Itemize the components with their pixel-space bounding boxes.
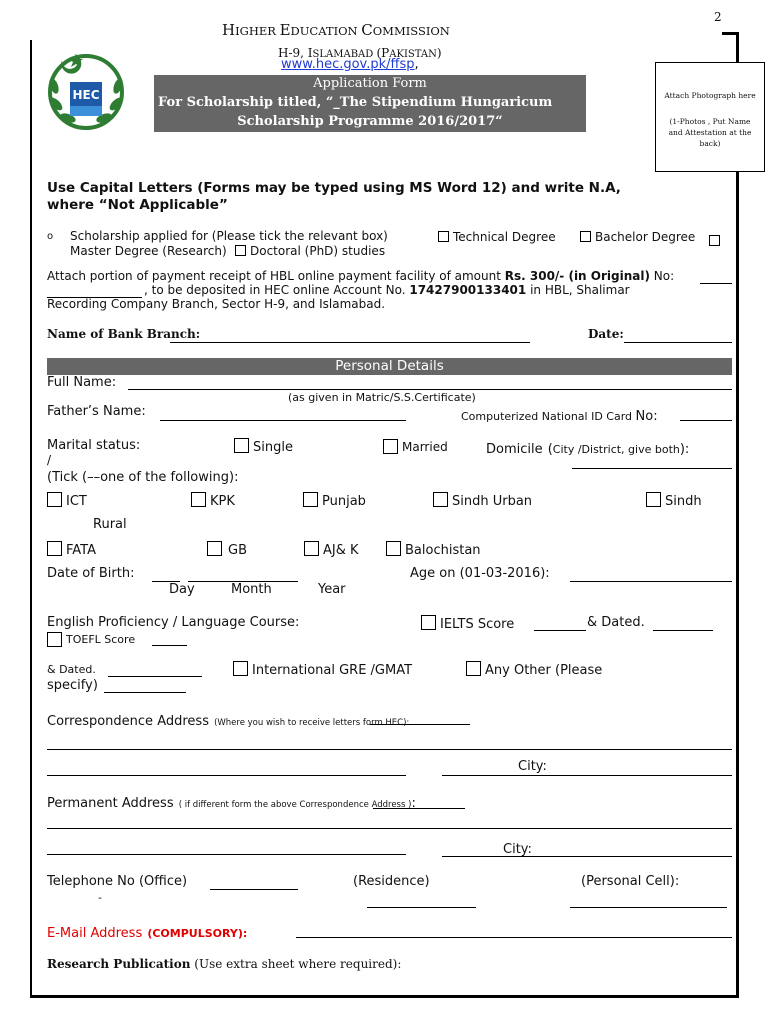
photo-box-line-4: back) [699, 139, 721, 148]
checkbox[interactable] [421, 615, 436, 630]
svg-text:HEC: HEC [72, 88, 100, 102]
english-label: English Proficiency / Language Course: [47, 615, 300, 630]
region-balochistan[interactable]: Balochistan [386, 541, 481, 558]
cell-input[interactable] [570, 907, 727, 908]
photo-box-line-3: and Attestation at the [668, 128, 752, 137]
marital-single[interactable]: Single [234, 438, 293, 455]
org-address: H-9, ISLAMABAD (PAKISTAN) [278, 46, 442, 60]
correspondence-line-2[interactable] [47, 775, 406, 776]
correspondence-label: Correspondence Address (Where you wish to receive letters form HEC): [47, 714, 410, 729]
domicile-label: Domicile (City /District, give both): [486, 442, 690, 457]
permanent-city-input[interactable] [442, 856, 732, 857]
payment-line-3: Recording Company Branch, Sector H-9, and Islamabad. [47, 297, 386, 311]
checkbox[interactable] [233, 661, 248, 676]
title-band [154, 75, 586, 132]
dob-year-label: Year [318, 582, 346, 597]
any-other-option[interactable]: Any Other (Please [466, 661, 602, 678]
toefl-option[interactable]: TOEFL Score [47, 632, 135, 647]
correspondence-line-0[interactable] [370, 724, 470, 725]
specify-label: specify) [47, 678, 98, 693]
telephone-label: Telephone No (Office) [47, 874, 188, 889]
right-border [736, 34, 739, 998]
dob-month-label: Month [231, 582, 272, 597]
toefl-dated-input[interactable] [108, 676, 202, 677]
personal-details-title: Personal Details [335, 358, 444, 374]
ielts-score-input[interactable] [534, 630, 586, 631]
checkbox[interactable] [709, 235, 720, 246]
residence-input[interactable] [367, 907, 476, 908]
checkbox[interactable] [207, 541, 222, 556]
permanent-line-2[interactable] [47, 854, 406, 855]
region-ajk[interactable]: AJ& K [304, 541, 359, 558]
age-input[interactable] [570, 581, 732, 582]
email-input[interactable] [296, 937, 732, 938]
full-name-input[interactable] [128, 389, 732, 390]
region-punjab[interactable]: Punjab [303, 492, 366, 509]
correspondence-line-1[interactable] [47, 749, 732, 750]
scholarship-label: Scholarship applied for (Please tick the relevant box) [70, 229, 388, 243]
ielts-dated-label: & Dated. [587, 615, 645, 630]
region-ict[interactable]: ICT [47, 492, 87, 509]
checkbox[interactable] [646, 492, 661, 507]
option-technical-degree[interactable]: Technical Degree [438, 230, 556, 244]
email-label: E-Mail Address (COMPULSORY): [47, 926, 248, 941]
research-label: Research Publication (Use extra sheet where required): [47, 957, 402, 971]
checkbox[interactable] [386, 541, 401, 556]
org-title-word-3: COMMISSION [361, 21, 450, 39]
cell-label: (Personal Cell): [581, 874, 680, 889]
bank-branch-label: Name of Bank Branch: [47, 327, 201, 341]
checkbox[interactable] [383, 439, 398, 454]
page-number: 2 [714, 10, 722, 24]
correspondence-city-label: City: [518, 759, 547, 774]
option-doctoral[interactable]: Doctoral (PhD) studies [235, 244, 385, 258]
marital-status-label: Marital status: [47, 438, 141, 453]
bottom-border [30, 995, 738, 998]
option-bachelor-extra-box[interactable] [709, 230, 724, 249]
org-title-word-1: HIGHER [222, 21, 280, 39]
checkbox[interactable] [580, 231, 591, 242]
date-input[interactable] [624, 342, 732, 343]
option-master-degree: Master Degree (Research) [70, 244, 227, 258]
region-rural-label: Rural [93, 517, 127, 532]
tick-instruction: (Tick (––one of the following): [47, 470, 239, 485]
checkbox[interactable] [303, 492, 318, 507]
as-given-note: (as given in Matric/S.S.Certificate) [288, 391, 476, 404]
permanent-label: Permanent Address ( if different form the above Correspondence Address ): [47, 796, 416, 811]
scholarship-bullet: o [47, 231, 54, 242]
checkbox[interactable] [304, 541, 319, 556]
payment-line-2: , to be deposited in HEC online Account No. 17427900133401 in HBL, Shalimar [144, 283, 630, 297]
permanent-city-label: City: [503, 842, 532, 857]
toefl-score-input[interactable] [152, 645, 187, 646]
ielts-option[interactable]: IELTS Score [421, 615, 514, 632]
checkbox[interactable] [191, 492, 206, 507]
bank-branch-input[interactable] [170, 342, 530, 343]
permanent-line-1[interactable] [47, 828, 732, 829]
personal-details-header [47, 358, 732, 375]
domicile-slash: / [47, 453, 52, 467]
option-bachelor-degree[interactable]: Bachelor Degree [580, 230, 695, 244]
photo-box[interactable] [655, 62, 765, 172]
payment-receipt-no-line[interactable] [700, 283, 732, 284]
correspondence-city-input[interactable] [442, 775, 732, 776]
payment-line-1: Attach portion of payment receipt of HBL online payment facility of amount Rs. 300/- (in Original) No: [47, 269, 675, 283]
domicile-input[interactable] [572, 468, 732, 469]
org-title-word-2: EDUCATION [279, 21, 362, 39]
region-kpk[interactable]: KPK [191, 492, 235, 509]
specify-input[interactable] [104, 692, 186, 693]
permanent-line-0[interactable] [373, 808, 465, 809]
band-line-3: Scholarship Programme 2016/2017“ [237, 114, 503, 129]
checkbox[interactable] [433, 492, 448, 507]
region-fata[interactable]: FATA [47, 541, 96, 558]
hec-logo-icon [40, 46, 132, 130]
website-link[interactable]: www.hec.gov.pk/ffsp, [281, 57, 419, 72]
checkbox[interactable] [235, 245, 246, 256]
checkbox[interactable] [47, 492, 62, 507]
father-name-input[interactable] [160, 420, 406, 421]
checkbox[interactable] [47, 632, 62, 647]
dob-label: Date of Birth: [47, 566, 135, 581]
hec-logo [40, 46, 132, 130]
date-label: Date: [588, 327, 624, 341]
gre-option[interactable]: International GRE /GMAT [233, 661, 412, 678]
checkbox[interactable] [234, 438, 249, 453]
region-sindh-urban[interactable]: Sindh Urban [433, 492, 532, 509]
cnic-label: Computerized National ID Card No: [461, 409, 658, 424]
photo-box-line-1: Attach Photograph here [664, 91, 756, 100]
toefl-dated-label: & Dated. [47, 663, 96, 676]
left-border [30, 40, 32, 996]
residence-label: (Residence) [353, 874, 430, 889]
top-right-corner [722, 32, 739, 35]
age-label: Age on (01-03-2016): [410, 566, 550, 581]
father-name-label: Father’s Name: [47, 404, 146, 419]
band-line-2: For Scholarship titled, “_The Stipendium Hungaricum [158, 95, 553, 110]
checkbox[interactable] [438, 231, 449, 242]
dob-day-label: Day [169, 582, 195, 597]
cnic-input[interactable] [680, 420, 732, 421]
checkbox[interactable] [47, 541, 62, 556]
region-gb[interactable]: GB [207, 541, 247, 558]
full-name-label: Full Name: [47, 375, 117, 390]
marital-married[interactable]: Married [383, 439, 448, 454]
region-sindh-rural[interactable]: Sindh [646, 492, 702, 509]
ielts-dated-input[interactable] [653, 630, 713, 631]
instruction-line-2: where “Not Applicable” [47, 197, 228, 213]
photo-box-line-2: (1-Photos , Put Name [669, 117, 751, 126]
band-line-1: Application Form [313, 76, 427, 91]
telephone-office-input[interactable] [210, 889, 298, 890]
telephone-dash: - [98, 891, 102, 904]
org-title [222, 20, 450, 39]
instruction-line-1: Use Capital Letters (Forms may be typed using MS Word 12) and write N.A, [47, 180, 621, 196]
checkbox[interactable] [466, 661, 481, 676]
